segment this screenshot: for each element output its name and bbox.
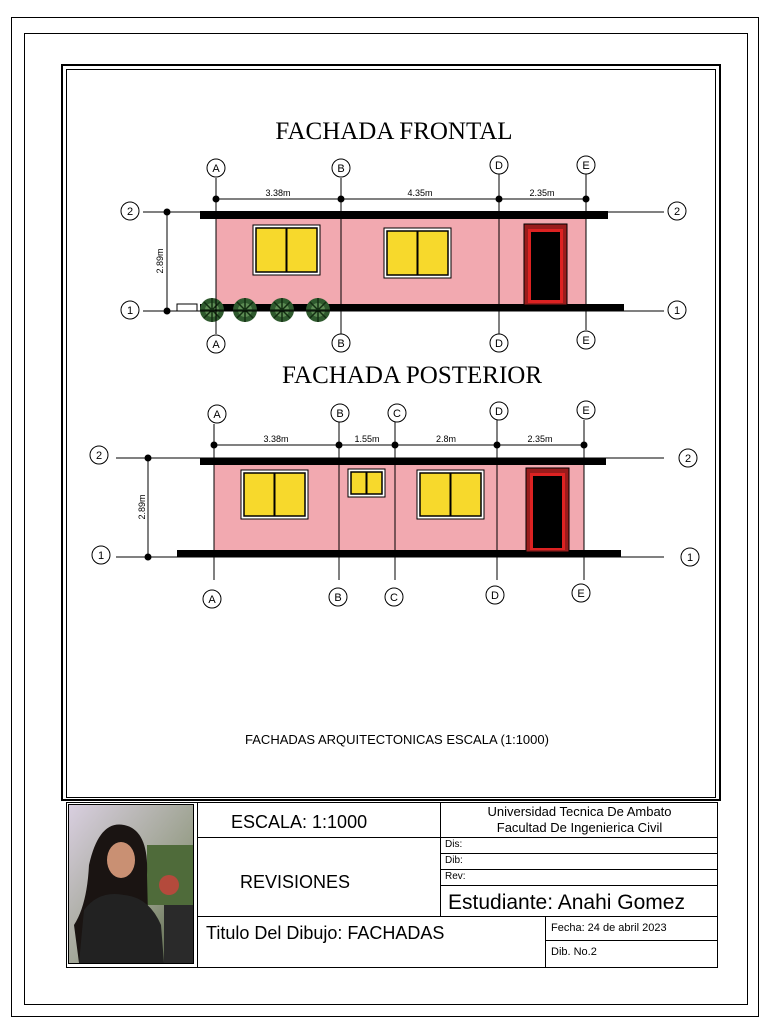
rear-window-1 — [241, 470, 308, 519]
svg-text:D: D — [495, 338, 503, 350]
svg-text:A: A — [213, 409, 221, 421]
front-level-2-right — [668, 202, 686, 220]
svg-text:D: D — [495, 160, 503, 172]
date-field: Fecha: 24 de abril 2023 — [551, 922, 667, 934]
rear-roof-slab — [200, 458, 606, 465]
svg-text:E: E — [582, 335, 590, 347]
svg-text:B: B — [336, 408, 344, 420]
front-dim-ab: 3.38m — [265, 188, 291, 198]
rear-axis-top-b — [331, 404, 349, 422]
svg-text:D: D — [495, 406, 503, 418]
svg-text:1: 1 — [673, 305, 681, 317]
rear-axis-top-c — [388, 404, 406, 422]
front-height-label: 2.89m — [155, 248, 165, 274]
front-axis-bottom-e — [577, 331, 595, 349]
rear-window-2 — [417, 470, 484, 519]
rear-level-2-right — [679, 449, 697, 467]
tb-hline-rev — [440, 885, 718, 886]
rear-door — [526, 468, 569, 552]
rear-axis-top-a — [208, 405, 226, 423]
rear-axis-top-e — [577, 401, 595, 419]
tb-hline-2 — [197, 916, 718, 917]
rear-window-small — [348, 469, 385, 497]
svg-text:1: 1 — [126, 305, 134, 317]
rear-axis-top-d — [490, 402, 508, 420]
front-axis-bottom-d — [490, 334, 508, 352]
front-window-2 — [384, 228, 451, 278]
rear-dim-bc: 1.55m — [354, 434, 380, 444]
drawing-title: Titulo Del Dibujo: FACHADAS — [206, 923, 445, 943]
drawing-caption: FACHADAS ARQUITECTONICAS ESCALA (1:1000) — [245, 732, 549, 747]
svg-text:A: A — [212, 339, 220, 351]
dis-field: Dis: — [445, 839, 463, 850]
svg-text:1: 1 — [97, 550, 105, 562]
rear-axis-bottom-b — [329, 588, 347, 606]
svg-text:E: E — [582, 160, 590, 172]
rear-height-label: 2.89m — [137, 494, 147, 520]
revisions-label: REVISIONES — [240, 872, 351, 892]
tb-vline-date — [545, 916, 546, 968]
svg-text:C: C — [393, 408, 401, 420]
svg-text:D: D — [491, 590, 499, 602]
front-level-2-left — [121, 202, 139, 220]
svg-text:2: 2 — [684, 453, 692, 465]
front-axis-top-a — [207, 159, 225, 177]
svg-text:2: 2 — [95, 450, 103, 462]
front-axis-top-b — [332, 159, 350, 177]
svg-text:1: 1 — [686, 552, 694, 564]
student-name: Estudiante: Anahi Gomez — [448, 891, 685, 914]
rev-field: Rev: — [445, 871, 466, 882]
front-axis-top-e — [577, 156, 595, 174]
rear-elevation-title: FACHADA POSTERIOR — [282, 362, 542, 389]
tb-vline-photo — [197, 802, 198, 968]
tb-hline-dib — [440, 869, 718, 870]
faculty-name: Facultad De Ingenierica Civil — [496, 820, 663, 835]
svg-text:B: B — [337, 163, 345, 175]
svg-text:2: 2 — [126, 206, 134, 218]
front-door — [524, 224, 567, 305]
student-photo — [68, 804, 194, 964]
svg-text:E: E — [577, 588, 585, 600]
rear-axis-bottom-c — [385, 588, 403, 606]
tb-hline-date — [545, 940, 718, 941]
rear-axis-bottom-a — [203, 590, 221, 608]
front-level-1-left — [121, 301, 139, 319]
front-dim-bd: 4.35m — [407, 188, 433, 198]
svg-text:B: B — [337, 338, 345, 350]
svg-text:E: E — [582, 405, 590, 417]
tb-hline-1 — [197, 837, 718, 838]
front-step — [177, 304, 197, 311]
svg-text:B: B — [334, 592, 342, 604]
svg-text:A: A — [208, 594, 216, 606]
rear-axis-bottom-e — [572, 584, 590, 602]
svg-text:C: C — [390, 592, 398, 604]
rear-level-1-left — [92, 546, 110, 564]
sheet-number: Dib. No.2 — [551, 946, 597, 958]
front-window-1 — [253, 225, 320, 275]
front-level-1-right — [668, 301, 686, 319]
university-name: Universidad Tecnica De Ambato — [487, 804, 672, 819]
dib-field: Dib: — [445, 855, 463, 866]
front-dim-de: 2.35m — [529, 188, 555, 198]
front-elevation-title: FACHADA FRONTAL — [275, 118, 513, 145]
rear-dim-de: 2.35m — [527, 434, 553, 444]
tb-hline-dis — [440, 853, 718, 854]
svg-text:A: A — [212, 163, 220, 175]
rear-level-1-right — [681, 548, 699, 566]
front-axis-bottom-a — [207, 335, 225, 353]
rear-dim-cd: 2.8m — [435, 434, 457, 444]
rear-axis-bottom-d — [486, 586, 504, 604]
svg-text:2: 2 — [673, 206, 681, 218]
rear-dim-ab: 3.38m — [263, 434, 289, 444]
scale-label: ESCALA: 1:1000 — [231, 812, 368, 832]
front-axis-top-d — [490, 156, 508, 174]
front-axis-bottom-b — [332, 334, 350, 352]
rear-level-2-left — [90, 446, 108, 464]
